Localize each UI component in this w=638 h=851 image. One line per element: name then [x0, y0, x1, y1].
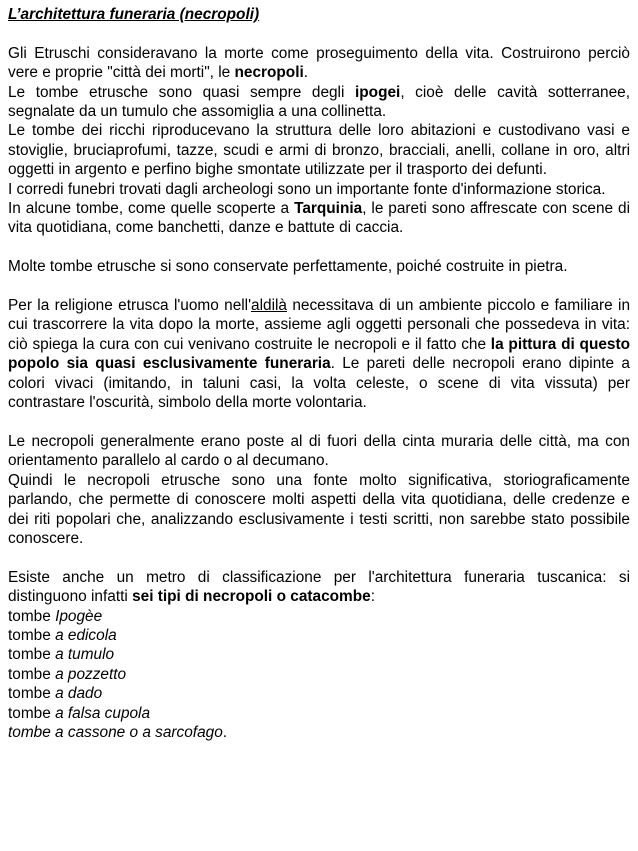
paragraph-conservate: Molte tombe etrusche si sono conservate perfettamente, poiché costruite in pietra. — [8, 258, 568, 276]
list-item: tombe a dado — [8, 685, 103, 703]
document-page — [8, 5, 630, 742]
aldila-term: aldilà — [251, 297, 287, 315]
list-item: tombe a falsa cupola — [8, 704, 151, 722]
ipogei-term: ipogei — [354, 83, 401, 101]
list-item: tombe Ipogèe — [8, 607, 103, 625]
paragraph-classificazione: Esiste anche un metro di classificazione per l'architettura funeraria tuscanica: si distinguono infatti sei tipi di necropoli o catacombe: — [8, 568, 630, 606]
paragraph-cinta-muraria: Le necropoli generalmente erano poste al di fuori della cinta muraria delle città, ma con orientamento parallelo al cardo o al decumano. — [8, 432, 630, 470]
paragraph-fonte-significativa: Quindi le necropoli etrusche sono una fonte molto significativa, storiograficamente parlando, che permette di conoscere molti aspetti della vita quotidiana, delle credenze e dei riti popolari che, analizzando esclusivamente i testi scritti, non sarebbe stato possibile conoscere. — [8, 471, 630, 547]
paragraph-etruschi: Gli Etruschi consideravano la morte come proseguimento della vita. Costruirono perciò vere e proprie "città dei morti", le necropoli. — [8, 44, 630, 82]
list-item: tombe a tumulo — [8, 646, 115, 664]
paragraph-corredi: I corredi funebri trovati dagli archeologi sono un importante fonte d'informazione storica. — [8, 180, 606, 198]
list-item: tombe a cassone o a sarcofago. — [8, 723, 228, 741]
sei-tipi-phrase: sei tipi di necropoli o catacombe — [132, 588, 371, 606]
list-item: tombe a pozzetto — [8, 665, 127, 683]
paragraph-gap — [8, 238, 630, 257]
page-title: L’architettura funeraria (necropoli) — [8, 6, 260, 23]
paragraph-gap — [8, 412, 630, 431]
list-item: tombe a edicola — [8, 626, 117, 644]
tarquinia-term: Tarquinia — [294, 200, 363, 218]
paragraph-gap — [8, 277, 630, 296]
pittura-funeraria-phrase: la pittura di questo popolo sia quasi esclusivamente funeraria — [8, 335, 630, 373]
paragraph-tarquinia: In alcune tombe, come quelle scoperte a Tarquinia, le pareti sono affrescate con scene di vita quotidiana, come banchetti, danze e battute di caccia. — [8, 200, 630, 237]
tomb-types-list — [8, 607, 630, 743]
necropoli-term: necropoli — [234, 64, 304, 82]
paragraph-gap — [8, 548, 630, 567]
paragraph-religione: Per la religione etrusca l'uomo nell'aldilà necessitava di un ambiente piccolo e familiare in cui trascorrere la vita dopo la morte, assieme agli oggetti personali che possedeva in vita: ciò spiega la cura con cui venivano costruite le necropoli e il fatto che la pittura di questo popolo sia quasi esclusivamente funeraria. Le pareti delle necropoli erano dipinte a colori vivaci (imitando, in taluni casi, la volta celeste, o scene di vita vissuta) per contrastare l'oscurità, simbolo della morte volontaria. — [8, 297, 631, 412]
paragraph-tombe-ricchi: Le tombe dei ricchi riproducevano la struttura delle loro abitazioni e custodivano vasi e stoviglie, bruciaprofumi, tazze, scudi e armi di bronzo, bracciali, anelli, collane in oro, altri oggetti in argento e perfino bighe smontate utilizzate per il trasporto dei defunti. — [8, 122, 630, 179]
paragraph-ipogei: Le tombe etrusche sono quasi sempre degli ipogei, cioè delle cavità sotterranee, segnalate da un tumulo che assomiglia a una collinetta. — [8, 83, 630, 121]
